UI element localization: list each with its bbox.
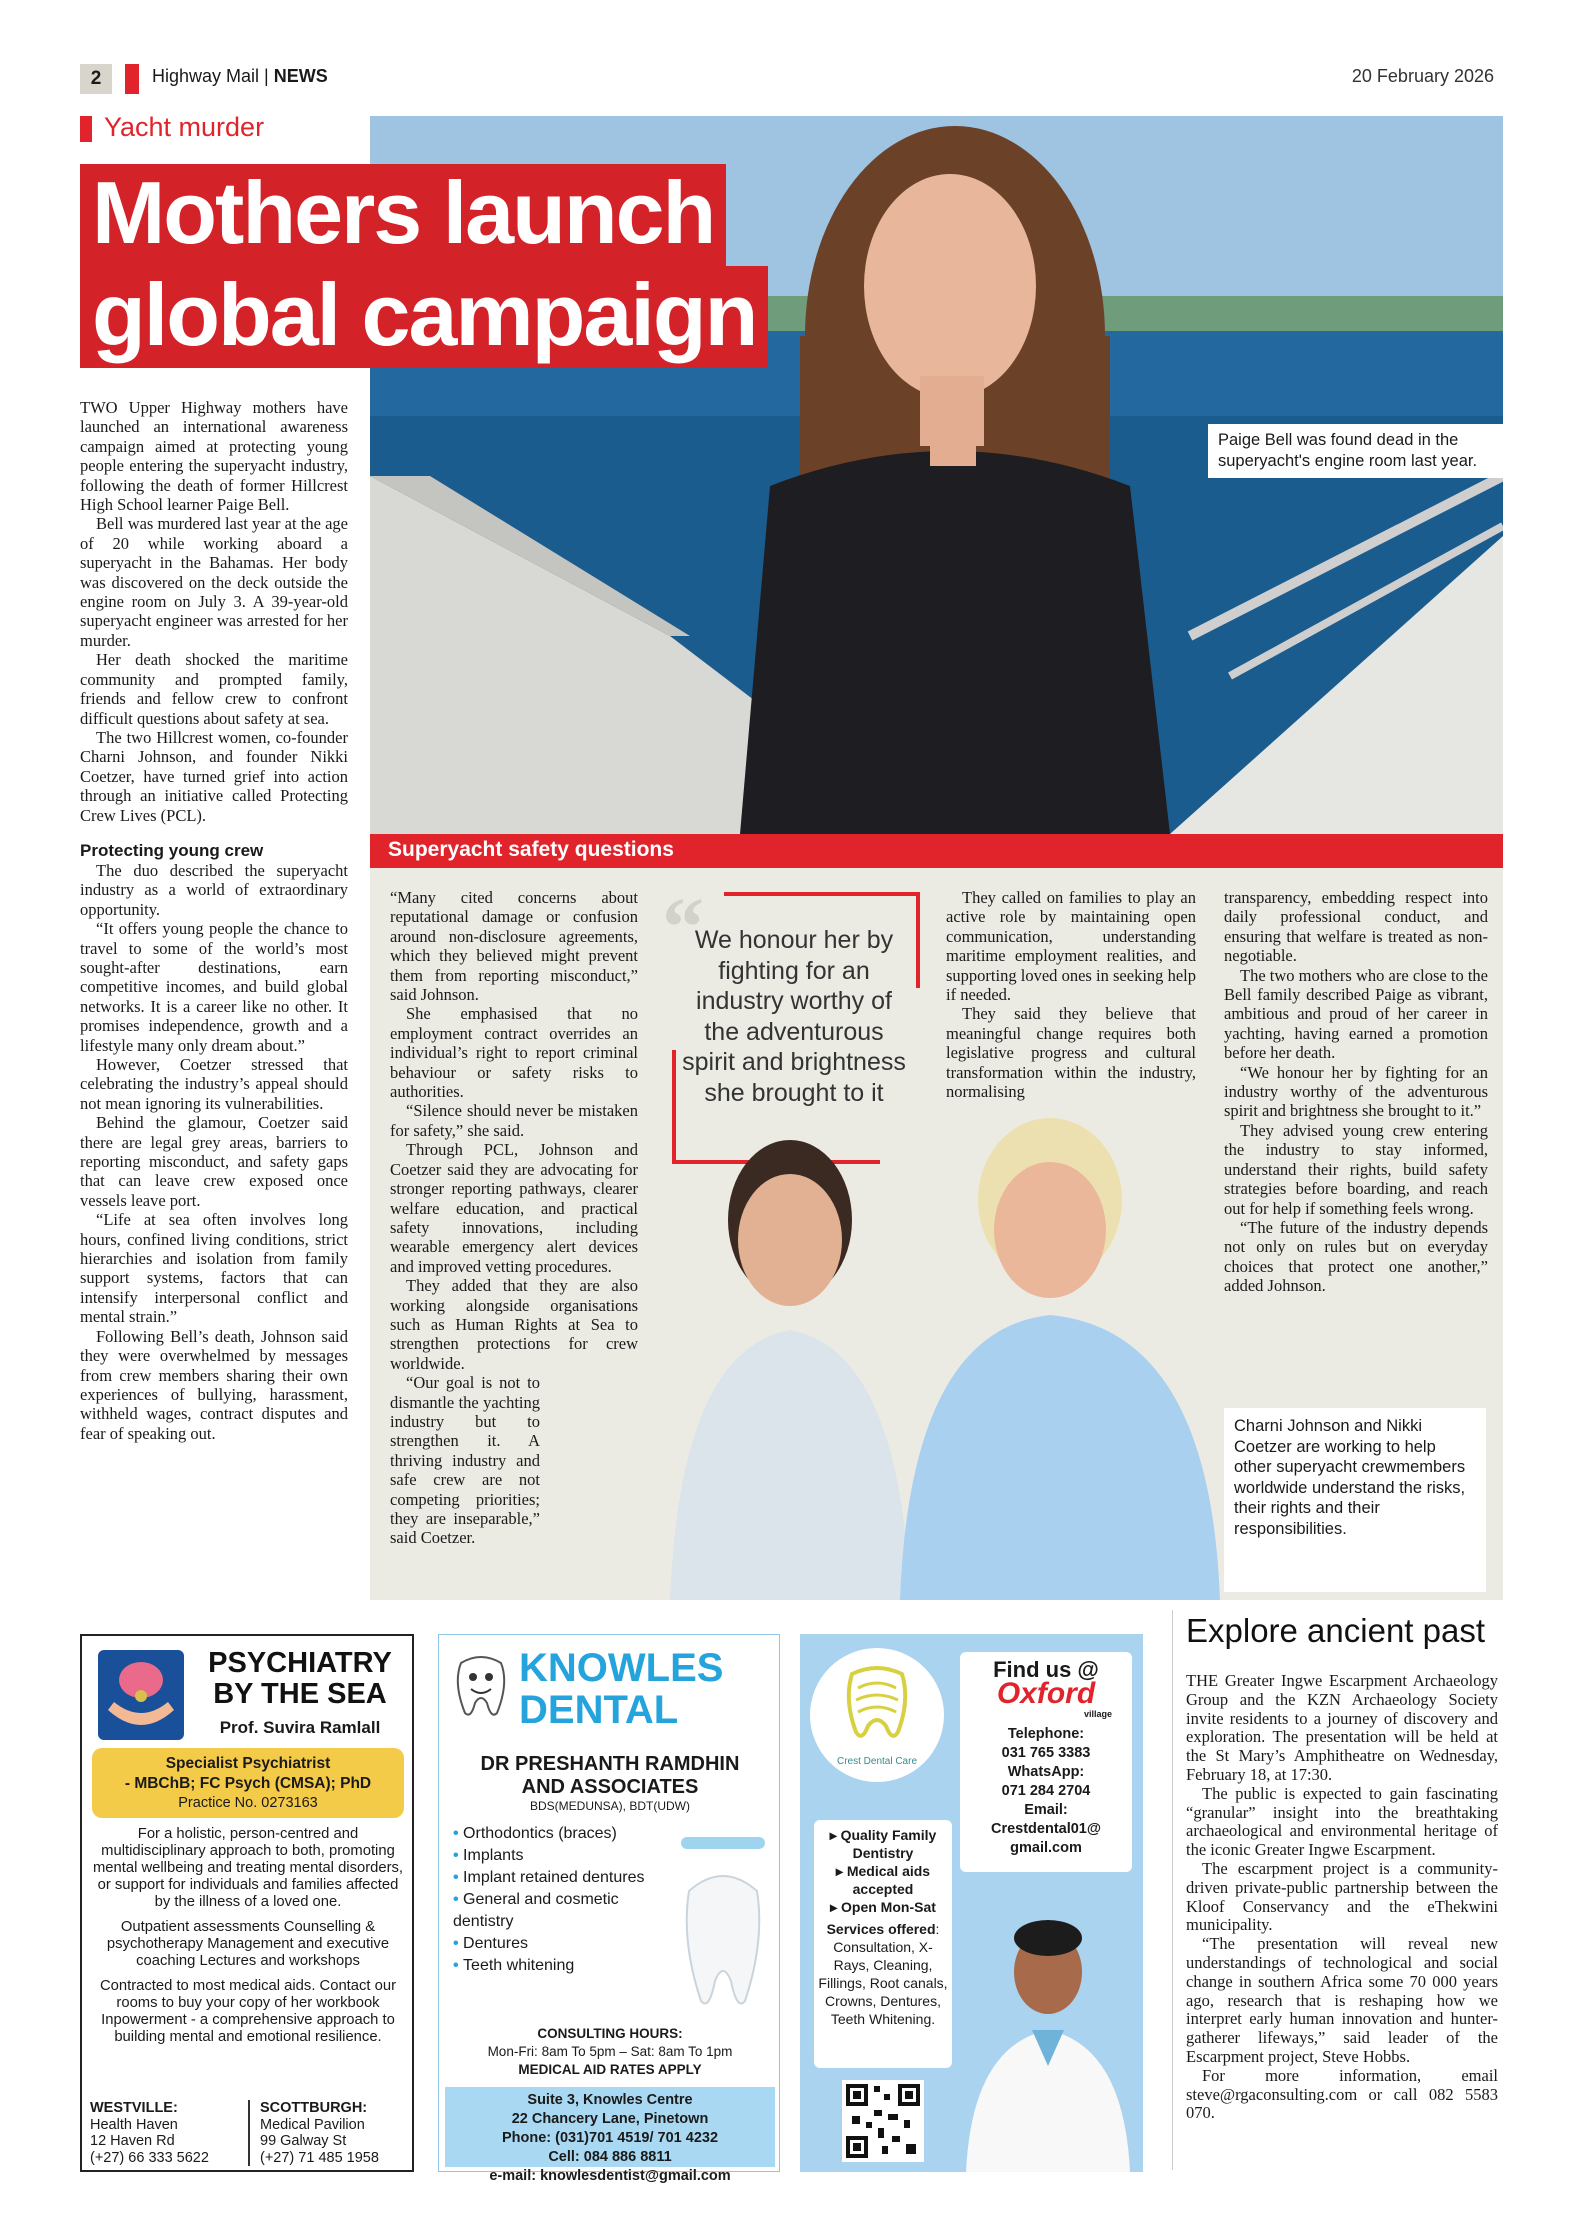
bullet-item: ▸ Quality Family Dentistry	[829, 1827, 937, 1861]
title-line: DENTAL	[519, 1688, 679, 1732]
kicker-accent	[80, 116, 92, 142]
telephone-number: 031 765 3383	[1001, 1745, 1091, 1761]
pull-quote: We honour her by fighting for an industry worthy of the adventurous spirit and brightness she brought to it	[682, 926, 906, 1107]
service-item: • Dentures	[453, 1933, 673, 1955]
body-paragraph: They called on families to play an active role by maintaining open communication, understanding maritime employment realities, and supporting loved ones in seeking help if needed.	[946, 888, 1196, 1005]
qr-code-icon[interactable]	[842, 2080, 924, 2162]
title-line: KNOWLES	[519, 1646, 724, 1690]
publication-name: Highway Mail | NEWS	[152, 66, 328, 86]
dentist-name	[439, 1753, 781, 1799]
hero-photo-caption: Paige Bell was found dead in the superyacht's engine room last year.	[1208, 424, 1503, 478]
body-paragraph: The two Hillcrest women, co-founder Charni Johnson, and founder Nikki Coetzer, have turned grief into action through an initiative called Protecting Crew Lives (PCL).	[80, 727, 348, 825]
brain-hands-icon	[98, 1650, 184, 1740]
location-name: SCOTTBURGH:	[260, 2100, 368, 2116]
body-paragraph: “Life at sea often involves long hours, confined living conditions, strict hierarchies and isolation from family support systems, factors that can intensify interpersonal conflict and mental strain.”	[80, 1210, 348, 1327]
ad-knowles-dental	[438, 1634, 780, 2184]
email-line: Crestdental01@	[990, 1821, 1102, 1837]
quote-frame	[724, 892, 920, 896]
mothers-photo-caption: Charni Johnson and Nikki Coetzer are working to help other superyacht crewmembers worldwide understand the risks, their rights and their responsibilities.	[1224, 1408, 1486, 1592]
psychiatry-description	[90, 1826, 406, 2054]
services-label: Services offered	[826, 1921, 936, 1937]
bullet-item: ▸ Medical aids accepted	[835, 1863, 931, 1897]
bullet-text: Medical aids accepted	[846, 1863, 931, 1897]
body-paragraph: “The future of the industry depends not only on rules but on everyday choices that protect one another,” added Johnson.	[1224, 1217, 1488, 1296]
services-card	[814, 1820, 952, 2068]
bullet-text: Quality Family Dentistry	[840, 1827, 937, 1861]
crest-dental-logo	[810, 1648, 944, 1782]
location-address: 99 Galway St	[260, 2133, 347, 2149]
body-paragraph: “Silence should never be mistaken for safety,” she said.	[390, 1101, 638, 1140]
location-scottburgh	[260, 2100, 410, 2166]
email: e-mail: knowlesdentist@gmail.com	[489, 2168, 731, 2184]
body-paragraph: The escarpment project is a community-driven private-public partnership between the Kloof Conservancy and the eThekwini municipality.	[1186, 1858, 1498, 1935]
services-text: Consultation, X-Rays, Cleaning, Fillings, Root canals, Crowns, Dentures, Teeth Whitening.	[818, 1939, 948, 2027]
section-name: NEWS	[273, 66, 328, 86]
body-paragraph: Her death shocked the maritime community and prompted family, friends and fellow crew to confront difficult questions about safety at sea.	[80, 650, 348, 728]
service-item: • General and cosmetic dentistry	[453, 1889, 673, 1933]
qualification-degrees: - MBChB; FC Psych (CMSA); PhD	[124, 1775, 372, 1792]
body-paragraph: They added that they are also working alongside organisations such as Human Rights at Sea to strengthen protections for crew worldwide.	[390, 1276, 638, 1373]
phone: Phone: (031)701 4519/ 701 4232	[501, 2130, 719, 2146]
dentist-name-line: DR PRESHANTH RAMDHIN	[480, 1753, 740, 1775]
explore-article	[1186, 1672, 1498, 2123]
body-paragraph: They advised young crew entering the industry to stay informed, understand their rights, build safety strategies before boarding, and reach out for help if something feels wrong.	[1224, 1120, 1488, 1218]
subheading: Protecting young crew	[80, 840, 264, 860]
address-line: 22 Chancery Lane, Pinetown	[511, 2111, 709, 2127]
panel-column-3	[1224, 888, 1488, 1296]
headline-line-1: Mothers launch	[80, 164, 726, 266]
body-paragraph: For more information, email steve@rgaconsulting.com or call 082 5583 070.	[1186, 2065, 1498, 2123]
location-place: Medical Pavilion	[260, 2116, 365, 2133]
body-paragraph: Bell was murdered last year at the age of 20 while working aboard a superyacht in the Bahamas. Her body was discovered on the deck outside the engine room on July 3. A 39-year-old superyacht engineer was arrested for her murder.	[80, 514, 348, 650]
kicker: Yacht murder	[104, 112, 265, 142]
body-paragraph: They said they believe that meaningful change requires both legislative progress and cultural transformation within the industry, normalising	[946, 1004, 1196, 1102]
medical-aid-note: MEDICAL AID RATES APPLY	[518, 2062, 702, 2077]
dentist-photo	[956, 1896, 1140, 2172]
body-paragraph: However, Coetzer stressed that celebrating the industry’s appeal should not mean ignoring its vulnerabilities.	[80, 1055, 348, 1113]
ad-crest-dental	[800, 1634, 1143, 2172]
location-phone: (+27) 71 485 1958	[260, 2149, 379, 2166]
service-item: • Implants	[453, 1845, 673, 1867]
quote-mark-icon: “	[662, 881, 704, 974]
body-paragraph: “Our goal is not to dismantle the yachting industry but to strengthen it. A thriving industry and safe crew are not competing priorities; they are inseparable,” said Coetzer.	[390, 1373, 540, 1548]
body-paragraph: The two mothers who are close to the Bell family described Paige as vibrant, ambitious and proud of her career in yachting, having earned a promotion before her death.	[1224, 965, 1488, 1063]
knowles-dental-title	[519, 1647, 723, 1731]
ad-paragraph: For a holistic, person-centred and multidisciplinary approach to both, promoting mental wellbeing and treating mental disorders, or support for individuals and families affected by the illness of a loved one.	[92, 1826, 404, 1910]
headline	[80, 164, 768, 368]
bullet-text: Open Mon-Sat	[841, 1899, 936, 1915]
service-item: • Teeth whitening	[453, 1955, 673, 1977]
practice-number: Practice No. 0273163	[178, 1795, 318, 1811]
find-us-label: Find us @	[993, 1657, 1099, 1682]
email-label: Email:	[1024, 1802, 1068, 1818]
service-item: • Orthodontics (braces)	[453, 1823, 673, 1845]
ad-psychiatry	[80, 1634, 414, 2172]
body-paragraph: THE Greater Ingwe Escarpment Archaeology Group and the KZN Archaeology Society invite residents to a journey of discovery and exploration. The presentation will be held at the St Mary’s Amphitheatre on Wednesday, February 18, at 17:30.	[1186, 1671, 1498, 1784]
body-paragraph: transparency, embedding respect into daily professional conduct, and ensuring that welfare is treated as non-negotiable.	[1224, 888, 1488, 966]
services-list	[453, 1823, 673, 1977]
body-paragraph: Through PCL, Johnson and Coetzer said they are advocating for stronger reporting pathways, clearer welfare education, and practical safety innovations, including wearable emergency alert devices and improved vetting procedures.	[390, 1140, 638, 1276]
address-line: Suite 3, Knowles Centre	[527, 2092, 693, 2108]
location-westville	[90, 2100, 240, 2166]
psychiatrist-name: Prof. Suvira Ramlall	[219, 1718, 381, 1737]
body-paragraph: “It offers young people the chance to travel to some of the world’s most sought-after destinations, earn competitive incomes, and build global networks. It is a career like no other. It promises independence, growth and a lifestyle many only dream about.”	[80, 919, 348, 1055]
article-column-1	[80, 398, 348, 1443]
body-paragraph: The duo described the superyacht industry as a world of extraordinary opportunity.	[80, 860, 348, 919]
oxford-logo-sub: village	[1083, 1709, 1112, 1719]
body-paragraph: “The presentation will reveal new understandings of technological and social change in southern Africa some 70 000 years ago, research that is reshaping how we interpret early human innovation and hunter-gatherer lifeways,” said leader of the Escarpment project, Steve Hobbs.	[1186, 1934, 1498, 2066]
body-paragraph: “Many cited concerns about reputational damage or confusion around non-disclosure agreements, which they believed might prevent them from reporting misconduct,” said Johnson.	[390, 888, 638, 1005]
issue-date: 20 February 2026	[1351, 66, 1494, 86]
tooth-mascot-icon	[451, 1653, 511, 1723]
publication-title: Highway Mail	[152, 66, 260, 86]
header-accent	[125, 64, 139, 94]
dentist-name-line: AND ASSOCIATES	[521, 1776, 699, 1798]
service-item: • Implant retained dentures	[453, 1867, 673, 1889]
location-address: 12 Haven Rd	[90, 2133, 175, 2149]
whatsapp-label: WhatsApp:	[1007, 1764, 1085, 1780]
body-paragraph: TWO Upper Highway mothers have launched an international awareness campaign aimed at protecting young people entering the superyacht industry, following the death of former Hillcrest High School learner Paige Bell.	[80, 398, 348, 515]
body-paragraph: Following Bell’s death, Johnson said they were overwhelmed by messages from crew members sharing their own experiences of bullying, harassment, withheld wages, contract disputes and fear of speaking out.	[80, 1326, 348, 1443]
quote-frame	[916, 892, 920, 988]
body-paragraph: She emphasised that no employment contract overrides an individual’s right to report criminal behaviour or safety risks to authorities.	[390, 1004, 638, 1102]
divider	[248, 2100, 250, 2166]
contact-box	[445, 2087, 775, 2184]
contact-card	[960, 1652, 1132, 1872]
bullet-item: ▸ Open Mon-Sat	[830, 1899, 936, 1915]
consulting-hours	[439, 2025, 781, 2079]
whatsapp-number: 071 284 2704	[1001, 1783, 1091, 1799]
tooth-icon	[675, 1831, 771, 2017]
cell: Cell: 084 886 8811	[548, 2149, 672, 2165]
psychiatry-title: PSYCHIATRY BY THE SEA	[208, 1647, 392, 1710]
location-place: Health Haven	[90, 2116, 178, 2133]
email-line: gmail.com	[1010, 1840, 1082, 1856]
column-rule	[1172, 1610, 1173, 2170]
panel-column-1	[390, 888, 638, 1548]
location-name: WESTVILLE:	[90, 2100, 178, 2116]
brain-hands-drawing	[98, 1650, 184, 1740]
hours-title: CONSULTING HOURS:	[537, 2026, 683, 2041]
body-paragraph: “We honour her by fighting for an industry worthy of the adventurous spirit and brightness she brought to it.”	[1224, 1062, 1488, 1121]
hours-text: Mon-Fri: 8am To 5pm – Sat: 8am To 1pm	[487, 2044, 733, 2059]
explore-headline: Explore ancient past	[1186, 1612, 1486, 1649]
services-offered: Services offered: Consultation, X-Rays, Cleaning, Fillings, Root canals, Crowns, Dentures, Teeth Whitening.	[818, 1921, 948, 2027]
dentist-degrees: BDS(MEDUNSA), BDT(UDW)	[530, 1799, 690, 1813]
body-paragraph: Behind the glamour, Coetzer said there are legal grey areas, barriers to reporting misconduct, and safety gaps that can leave crew exposed once vessels leave port.	[80, 1113, 348, 1210]
telephone-label: Telephone:	[1007, 1726, 1085, 1742]
ad-paragraph: Contracted to most medical aids. Contact our rooms to buy your copy of her workbook Inpowerment - a comprehensive approach to building mental and emotional resilience.	[99, 1978, 397, 2045]
oxford-logo: Oxford	[996, 1677, 1096, 1710]
panel-column-2	[946, 888, 1196, 1101]
ad-paragraph: Outpatient assessments Counselling & psychotherapy Management and executive coaching Lectures and workshops	[106, 1919, 390, 1969]
qualification-box	[92, 1748, 404, 1818]
headline-line-2: global campaign	[80, 266, 768, 368]
location-phone: (+27) 66 333 5622	[90, 2149, 209, 2166]
body-paragraph: The public is expected to gain fascinating “granular” insight into the breathtaking archaeological and environmental heritage of the iconic Greater Ingwe Escarpment.	[1186, 1783, 1498, 1860]
page-number: 2	[80, 64, 112, 94]
qr-code-graphic	[842, 2080, 924, 2162]
qualification-title: Specialist Psychiatrist	[165, 1755, 331, 1772]
mothers-photo	[610, 1100, 1250, 1600]
panel-title: Superyacht safety questions	[388, 838, 674, 861]
logo-caption: Crest Dental Care	[836, 1756, 918, 1767]
